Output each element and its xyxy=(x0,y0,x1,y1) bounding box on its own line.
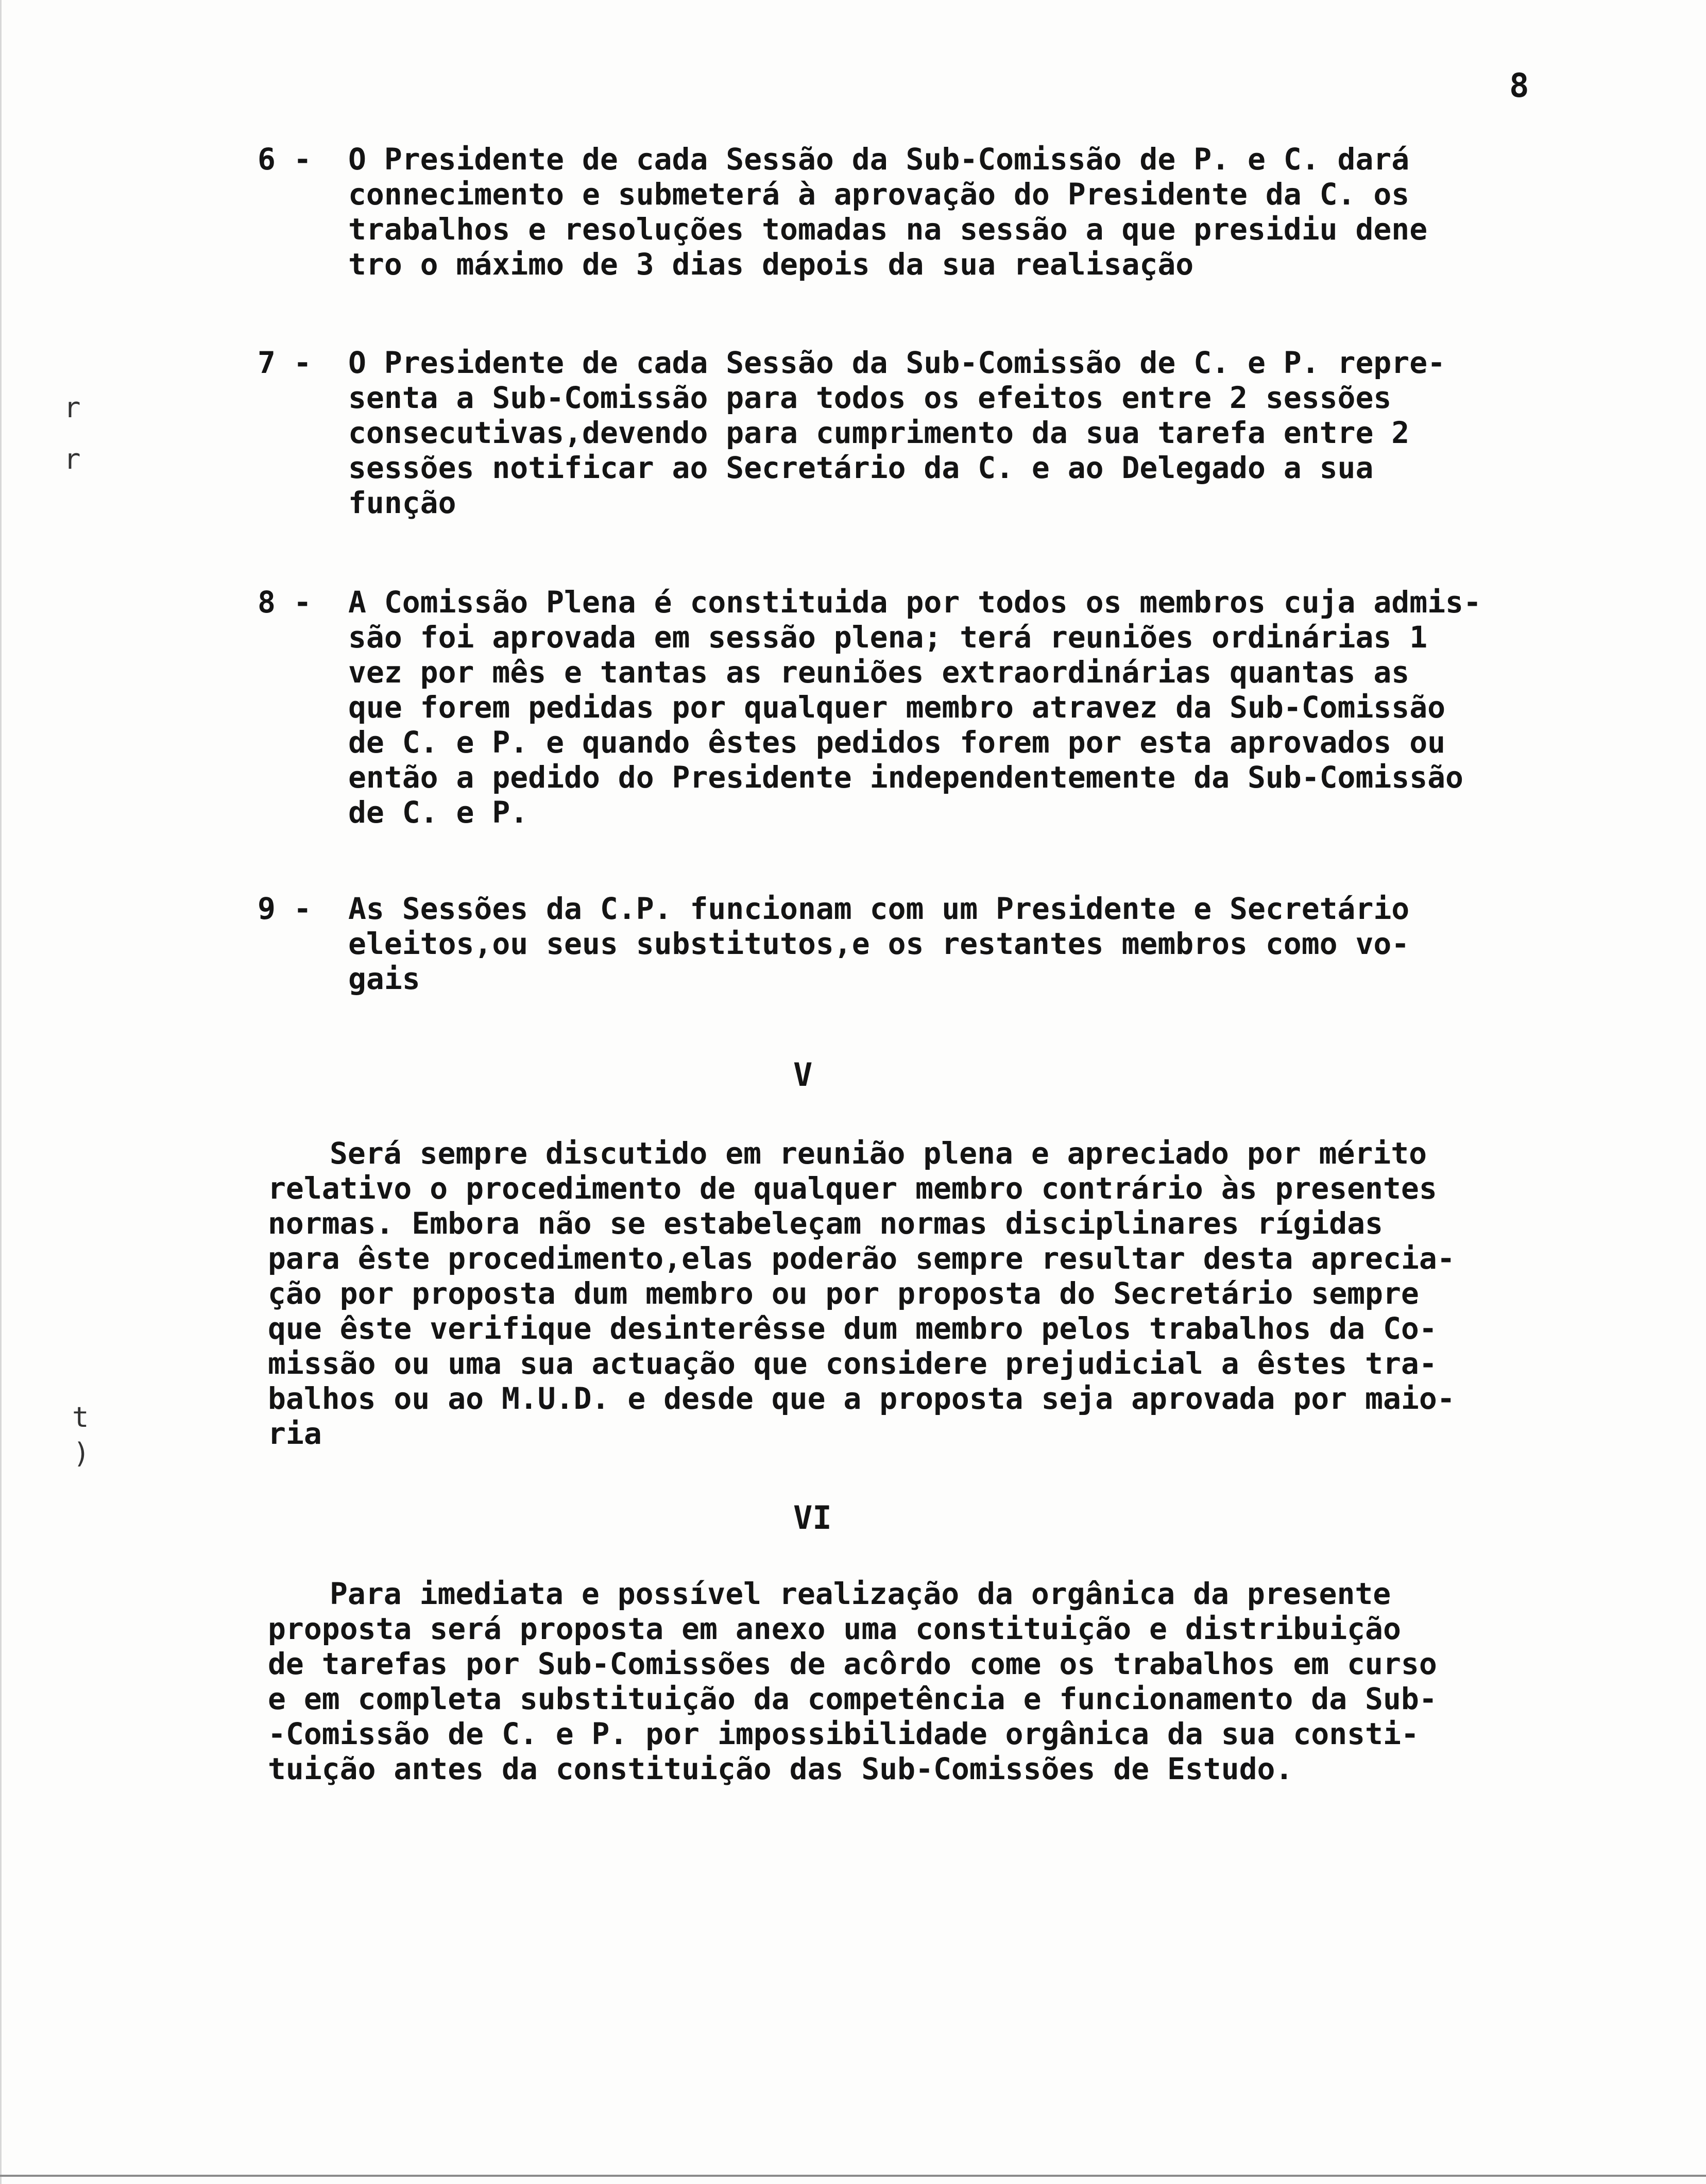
text-line: e em completa substituição da competência e funcionamento da Sub- xyxy=(268,1681,1437,1716)
item-number: 6 - xyxy=(258,142,312,177)
text-line: A Comissão Plena é constituida por todos os membros cuja admis- xyxy=(348,585,1481,620)
text-line: gais xyxy=(348,961,420,996)
item-number: 9 - xyxy=(258,891,312,926)
text-line: senta a Sub-Comissão para todos os efeitos entre 2 sessões xyxy=(348,380,1392,415)
text-line: são foi aprovada em sessão plena; terá reuniões ordinárias 1 xyxy=(348,620,1428,655)
text-line: ria xyxy=(268,1416,322,1451)
text-line: trabalhos e resoluções tomadas na sessão a que presidiu dene xyxy=(348,212,1428,247)
text-line: connecimento e submeterá à aprovação do Presidente da C. os xyxy=(348,177,1410,212)
text-line: O Presidente de cada Sessão da Sub-Comissão de P. e C. dará xyxy=(348,142,1410,177)
text-line: normas. Embora não se estabeleçam normas disciplinares rígidas xyxy=(268,1206,1383,1241)
text-line: tuição antes da constituição das Sub-Comissões de Estudo. xyxy=(268,1751,1293,1786)
item-number: 8 - xyxy=(258,585,312,620)
text-line: então a pedido do Presidente independentemente da Sub-Comissão xyxy=(348,760,1463,795)
text-line: eleitos,ou seus substitutos,e os restantes membros como vo- xyxy=(348,926,1410,961)
margin-mark: ) xyxy=(73,1437,90,1470)
text-line: de tarefas por Sub-Comissões de acôrdo come os trabalhos em curso xyxy=(268,1646,1437,1681)
text-line: O Presidente de cada Sessão da Sub-Comissão de C. e P. repre- xyxy=(348,345,1446,380)
margin-mark: r xyxy=(64,391,81,424)
text-line: sessões notificar ao Secretário da C. e ao Delegado a sua xyxy=(348,450,1374,485)
item-text xyxy=(348,142,1641,282)
text-line: que forem pedidas por qualquer membro atravez da Sub-Comissão xyxy=(348,690,1446,725)
scan-edge-bottom xyxy=(0,2175,1706,2177)
text-line: vez por mês e tantas as reuniões extraordinárias quantas as xyxy=(348,655,1410,690)
margin-mark: r xyxy=(64,443,81,475)
text-line: relativo o procedimento de qualquer membro contrário às presentes xyxy=(268,1171,1437,1206)
item-text xyxy=(348,891,1641,996)
text-line: -Comissão de C. e P. por impossibilidade orgânica da sua consti- xyxy=(268,1716,1419,1751)
margin-mark: t xyxy=(72,1401,89,1434)
text-line: balhos ou ao M.U.D. e desde que a proposta seja aprovada por maio- xyxy=(268,1381,1455,1416)
text-line: de C. e P. xyxy=(348,795,528,830)
item-text xyxy=(348,585,1641,830)
text-line: função xyxy=(348,485,456,520)
item-text xyxy=(348,345,1641,520)
text-line: para êste procedimento,elas poderão sempre resultar desta aprecia- xyxy=(268,1241,1455,1276)
text-line: As Sessões da C.P. funcionam com um Presidente e Secretário xyxy=(348,891,1410,926)
text-line: ção por proposta dum membro ou por proposta do Secretário sempre xyxy=(268,1276,1419,1311)
text-line: que êste verifique desinterêsse dum membro pelos trabalhos da Co- xyxy=(268,1311,1437,1346)
text-line: Para imediata e possível realização da orgânica da presente xyxy=(330,1576,1391,1611)
text-line: proposta será proposta em anexo uma constituição e distribuição xyxy=(268,1611,1401,1646)
page-number: 8 xyxy=(1509,67,1529,105)
text-line: Será sempre discutido em reunião plena e apreciado por mérito xyxy=(330,1136,1427,1171)
scan-edge-left xyxy=(0,0,2,2184)
text-line: missão ou uma sua actuação que considere prejudicial a êstes tra- xyxy=(268,1346,1437,1381)
section-v-paragraph xyxy=(268,1136,1617,1451)
text-line: tro o máximo de 3 dias depois da sua realisação xyxy=(348,247,1194,282)
item-number: 7 - xyxy=(258,345,312,380)
section-heading-vi: VI xyxy=(793,1499,832,1537)
section-vi-paragraph xyxy=(268,1576,1617,1786)
text-line: de C. e P. e quando êstes pedidos forem por esta aprovados ou xyxy=(348,725,1446,760)
section-heading-v: V xyxy=(793,1056,813,1094)
text-line: consecutivas,devendo para cumprimento da sua tarefa entre 2 xyxy=(348,415,1410,450)
